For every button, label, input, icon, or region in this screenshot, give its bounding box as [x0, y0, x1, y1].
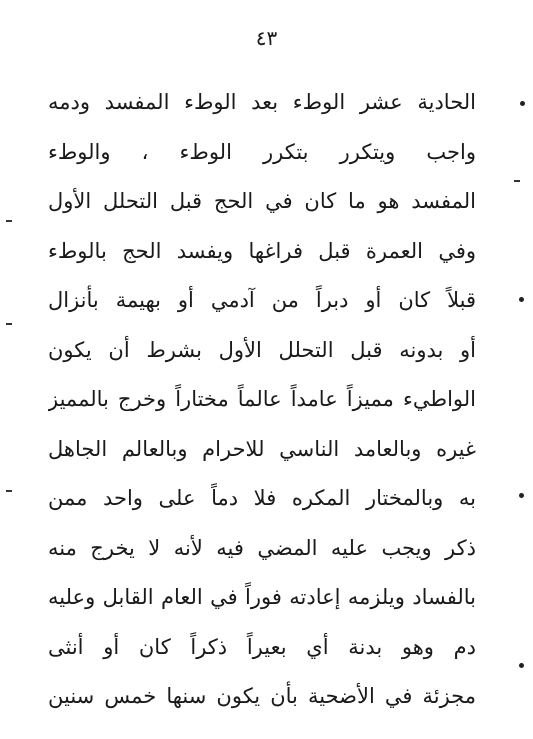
- margin-mark: [6, 323, 12, 325]
- text-line: وفي العمرة قبل فراغها ويفسد الحج بالوطء: [48, 238, 476, 263]
- text-line: مجزئة في الأضحية بأن يكون سنها خمس سنين: [48, 684, 476, 708]
- text-line: الحادية عشر الوطء بعد الوطء المفسد ودمه: [48, 90, 476, 114]
- text-line: واجب ويتكرر بتكرر الوطء ، والوطء: [48, 139, 476, 164]
- text-line: به وبالمختار المكره فلا دماً على واحد ممن: [48, 486, 476, 510]
- margin-mark: [520, 101, 525, 106]
- text-line: بالفساد ويلزمه إعادته فوراً في العام القابل وعليه: [48, 585, 476, 609]
- text-line: غيره وبالعامد الناسي للاحرام وبالعالم الجاهل: [48, 436, 476, 461]
- margin-mark: [519, 663, 524, 668]
- margin-mark: [6, 220, 12, 222]
- margin-mark: [6, 490, 12, 492]
- page-number: ٤٣: [255, 26, 278, 50]
- text-line: أو بدونه قبل التحلل الأول بشرط أن يكون: [48, 337, 476, 362]
- body-text: [48, 78, 476, 722]
- text-line: ذكر ويجب عليه المضي فيه لأنه لا يخرج منه: [48, 535, 476, 560]
- text-line: قبلاً كان أو دبراً من آدمي أو بهيمة بأنزال: [48, 288, 476, 312]
- margin-mark: [514, 180, 520, 182]
- text-line: دم وهو بدنة أي بعيراً ذكراً كان أو أنثى: [48, 634, 476, 659]
- margin-mark: [519, 493, 524, 498]
- margin-mark: [519, 297, 524, 302]
- text-line: الواطيء مميزاً عامداً عالماً مختاراً وخرج بالمميز: [48, 387, 476, 411]
- text-line: المفسد هو ما كان في الحج قبل التحلل الأول: [48, 189, 476, 213]
